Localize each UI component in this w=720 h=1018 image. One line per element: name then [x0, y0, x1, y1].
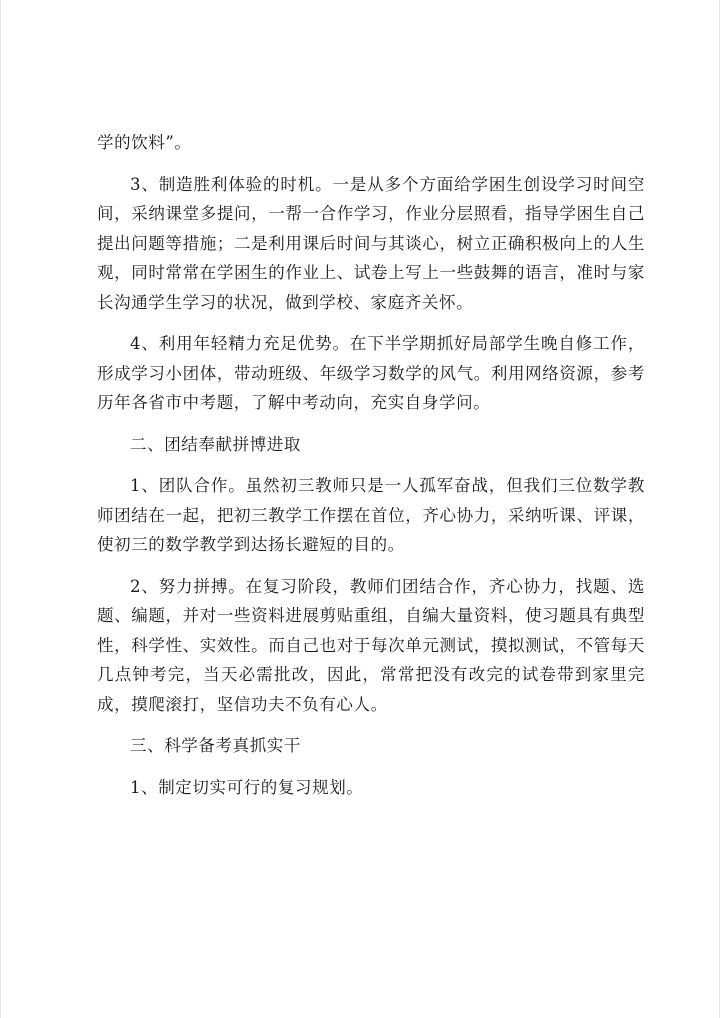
paragraph-teamwork: 1、团队合作。虽然初三教师只是一人孤军奋战，但我们三位数学教师团结在一起，把初三教学工作摆在首位，齐心协力，采纳听课、评课，使初三的数学教学到达扬长避短的目的。 — [97, 476, 645, 554]
document-body — [97, 128, 645, 814]
paragraph-item-3: 3、制造胜利体验的时机。一是从多个方面给学困生创设学习时间空间，采纳课堂多提问，一帮一合作学习，作业分层照看，指导学困生自己提出问题等措施；二是利用课后时间与其谈心，树立正确积极向上的人生观，同时常常在学困生的作业上、试卷上写上一些鼓舞的语言，准时与家长沟通学生学习的状况，做到学校、家庭齐关怀。 — [97, 174, 645, 312]
paragraph-item-4: 4、利用年轻精力充足优势。在下半学期抓好局部学生晚自修工作，形成学习小团体，带动班级、年级学习数学的风气。利用网络资源，参考历年各省市中考题，了解中考动向，充实自身学问。 — [97, 334, 645, 412]
section-heading-2: 二、团结奉献拼博进取 — [130, 434, 301, 454]
paragraph-continuation: 学的饮料”。 — [97, 133, 192, 152]
paragraph-plan: 1、制定切实可行的复习规划。 — [130, 777, 364, 797]
section-heading-3: 三、科学备考真抓实干 — [130, 736, 301, 755]
paragraph-effort: 2、努力拼搏。在复习阶段，教师们团结合作，齐心协力，找题、选题、编题，并对一些资料进展剪贴重组，自编大量资料，使习题具有典型性，科学性、实效性。而自己也对于每次单元测试，摸拟测试，不管每天几点钟考完，当天必需批改，因此，常常把没有改完的试卷带到家里完成，摸爬滚打，坚信功夫不负有心人。 — [97, 576, 645, 714]
